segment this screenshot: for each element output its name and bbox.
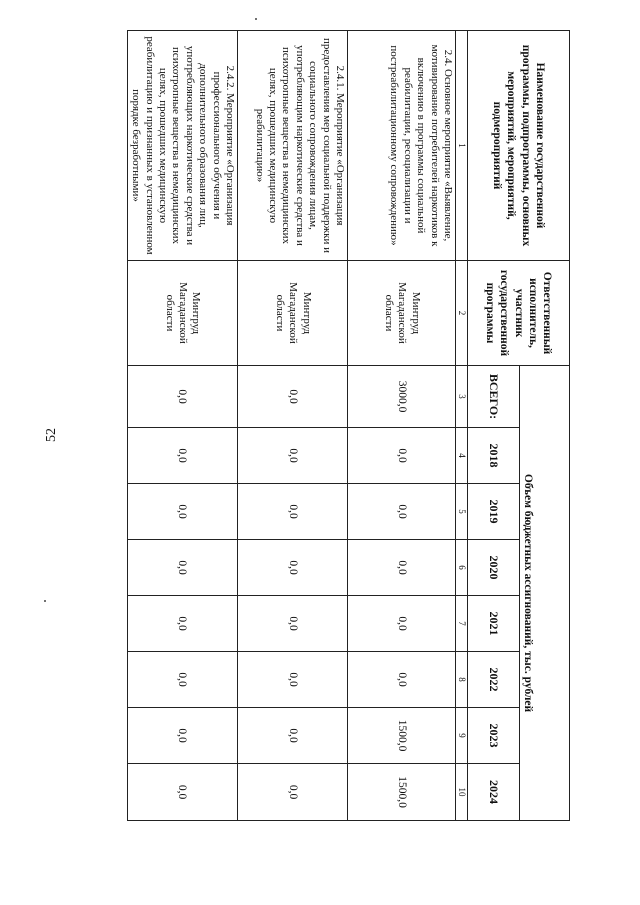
value-cell: 0,0 xyxy=(348,596,456,652)
value-cell: 0,0 xyxy=(238,708,348,764)
table-row xyxy=(348,31,456,821)
value-cell: 0,0 xyxy=(127,540,237,596)
row-executor: Минтруд Магаданской области xyxy=(348,261,456,366)
value-cell: 3000,0 xyxy=(348,366,456,428)
value-cell: 0,0 xyxy=(348,652,456,708)
column-number: 7 xyxy=(456,596,468,652)
column-number: 1 xyxy=(456,31,468,261)
value-cell: 0,0 xyxy=(238,428,348,484)
value-cell: 0,0 xyxy=(238,596,348,652)
header-year: 2023 xyxy=(468,708,520,764)
column-number: 3 xyxy=(456,366,468,428)
value-cell: 0,0 xyxy=(238,484,348,540)
column-number-row xyxy=(456,31,468,821)
value-cell: 0,0 xyxy=(238,764,348,821)
value-cell: 0,0 xyxy=(127,596,237,652)
header-year: 2020 xyxy=(468,540,520,596)
scan-speck xyxy=(255,18,257,20)
value-cell: 0,0 xyxy=(127,484,237,540)
header-total: ВСЕГО: xyxy=(468,366,520,428)
value-cell: 0,0 xyxy=(127,366,237,428)
value-cell: 0,0 xyxy=(348,540,456,596)
header-executor: Ответственный исполнитель, участник государственной программы xyxy=(468,261,570,366)
header-year: 2024 xyxy=(468,764,520,821)
value-cell: 0,0 xyxy=(127,652,237,708)
row-name: 2.4.1. Мероприятие «Организация предоставления мер социальной поддержки и социального сопровождения лицам, употребляющим наркотические средства и психотропные вещества в немедицинских целях, прошедших медицинскую реабилитацию» xyxy=(238,31,348,261)
header-year: 2018 xyxy=(468,428,520,484)
column-number: 4 xyxy=(456,428,468,484)
value-cell: 0,0 xyxy=(348,484,456,540)
row-executor: Минтруд Магаданской области xyxy=(238,261,348,366)
value-cell: 0,0 xyxy=(238,652,348,708)
column-number: 10 xyxy=(456,764,468,821)
table-row xyxy=(238,31,348,821)
budget-table xyxy=(127,30,570,821)
header-year: 2021 xyxy=(468,596,520,652)
row-executor: Минтруд Магаданской области xyxy=(127,261,237,366)
value-cell: 0,0 xyxy=(127,708,237,764)
value-cell: 0,0 xyxy=(238,366,348,428)
row-name: 2.4.2. Мероприятие «Организация профессионального обучения и дополнительного образования лиц, употребляющих наркотические средства и психотропные вещества в немедицинских целях, прошедших медицинскую реабилитацию и признанных в установленном порядке безработными» xyxy=(127,31,237,261)
row-name: 2.4. Основное мероприятие «Выявление, мотивирование потребителей наркотиков к включению в программы социальной реабилитации, ресоциализации и постреабилитационному сопровождению» xyxy=(348,31,456,261)
value-cell: 0,0 xyxy=(127,428,237,484)
rotated-table-container xyxy=(130,30,570,820)
column-number: 9 xyxy=(456,708,468,764)
value-cell: 1500,0 xyxy=(348,708,456,764)
scan-speck xyxy=(44,600,46,602)
column-number: 2 xyxy=(456,261,468,366)
header-budget-group: Объем бюджетных ассигнований, тыс. рублей xyxy=(520,366,570,821)
value-cell: 1500,0 xyxy=(348,764,456,821)
column-number: 8 xyxy=(456,652,468,708)
column-number: 6 xyxy=(456,540,468,596)
column-number: 5 xyxy=(456,484,468,540)
value-cell: 0,0 xyxy=(348,428,456,484)
header-name: Наименование государственной программы, подпрограммы, основных мероприятий, мероприятий, подмероприятий xyxy=(468,31,570,261)
header-year: 2022 xyxy=(468,652,520,708)
header-year: 2019 xyxy=(468,484,520,540)
value-cell: 0,0 xyxy=(238,540,348,596)
value-cell: 0,0 xyxy=(127,764,237,821)
table-row xyxy=(127,31,237,821)
page-number: 52 xyxy=(44,428,59,442)
